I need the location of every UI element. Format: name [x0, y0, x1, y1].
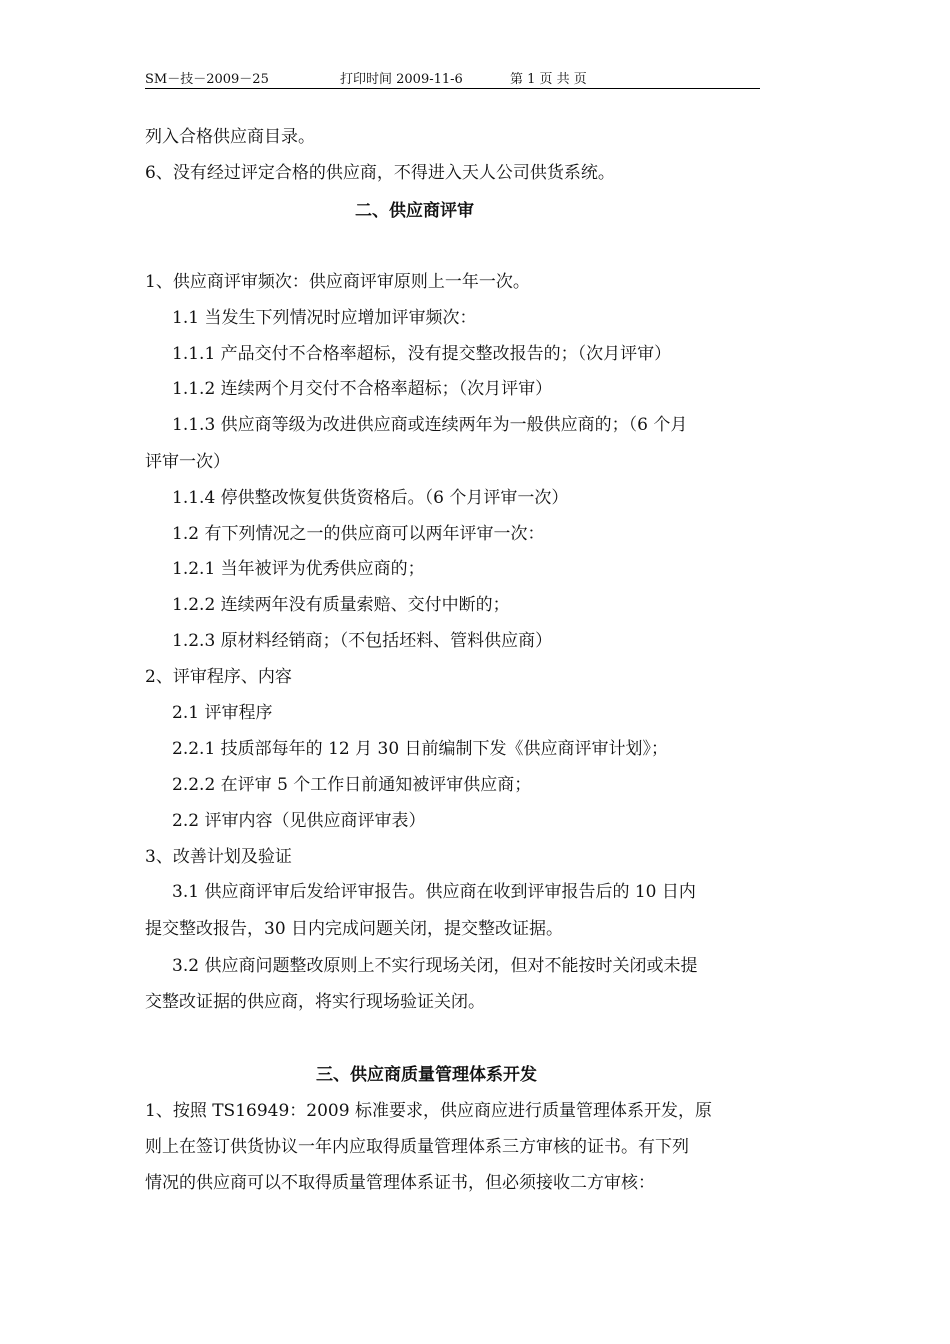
- paragraph-line: 2.2.1 技质部每年的 12 月 30 日前编制下发《供应商评审计划》；: [172, 739, 669, 759]
- paragraph-line: 1.1 当发生下列情况时应增加评审频次：: [172, 308, 477, 328]
- paragraph-line: 1.1.4 停供整改恢复供货资格后。（6 个月评审一次）: [172, 488, 569, 508]
- paragraph-line: 1、按照 TS16949：2009 标准要求，供应商应进行质量管理体系开发，原: [145, 1101, 712, 1121]
- section-heading: 二、供应商评审: [355, 201, 474, 221]
- paragraph-line: 评审一次）: [145, 452, 230, 472]
- paragraph-line: 列入合格供应商目录。: [145, 127, 315, 147]
- paragraph-line: 1.2 有下列情况之一的供应商可以两年评审一次：: [172, 524, 545, 544]
- paragraph-line: 1、供应商评审频次：供应商评审原则上一年一次。: [145, 272, 530, 292]
- paragraph-line: 则上在签订供货协议一年内应取得质量管理体系三方审核的证书。有下列: [145, 1137, 689, 1157]
- page-header: [145, 66, 760, 89]
- paragraph-line: 1.1.2 连续两个月交付不合格率超标；（次月评审）: [172, 379, 553, 399]
- paragraph-line: 1.2.1 当年被评为优秀供应商的；: [172, 559, 425, 579]
- paragraph-line: 1.1.1 产品交付不合格率超标，没有提交整改报告的；（次月评审）: [172, 344, 672, 364]
- paragraph-line: 1.2.3 原材料经销商；（不包括坯料、管料供应商）: [172, 631, 553, 651]
- paragraph-line: 3.2 供应商问题整改原则上不实行现场关闭，但对不能按时关闭或未提: [172, 956, 698, 976]
- paragraph-line: 2、评审程序、内容: [145, 667, 292, 687]
- paragraph-line: 情况的供应商可以不取得质量管理体系证书，但必须接收二方审核：: [145, 1173, 655, 1193]
- document-code: SM－技－2009－25: [145, 72, 269, 87]
- paragraph-line: 交整改证据的供应商，将实行现场验证关闭。: [145, 992, 485, 1012]
- print-time: 打印时间 2009-11-6: [340, 72, 463, 87]
- paragraph-line: 3.1 供应商评审后发给评审报告。供应商在收到评审报告后的 10 日内: [172, 882, 696, 902]
- paragraph-line: 6、没有经过评定合格的供应商，不得进入天人公司供货系统。: [145, 163, 615, 183]
- paragraph-line: 1.1.3 供应商等级为改进供应商或连续两年为一般供应商的；（6 个月: [172, 415, 688, 435]
- paragraph-line: 提交整改报告，30 日内完成问题关闭，提交整改证据。: [145, 919, 564, 939]
- paragraph-line: 1.2.2 连续两年没有质量索赔、交付中断的；: [172, 595, 510, 615]
- paragraph-line: 3、改善计划及验证: [145, 847, 292, 867]
- paragraph-line: 2.1 评审程序: [172, 703, 273, 723]
- page-number: 第 1 页 共 页: [510, 72, 587, 87]
- paragraph-line: 2.2 评审内容（见供应商评审表）: [172, 811, 426, 831]
- paragraph-line: 2.2.2 在评审 5 个工作日前通知被评审供应商；: [172, 775, 532, 795]
- section-heading: 三、供应商质量管理体系开发: [316, 1065, 537, 1085]
